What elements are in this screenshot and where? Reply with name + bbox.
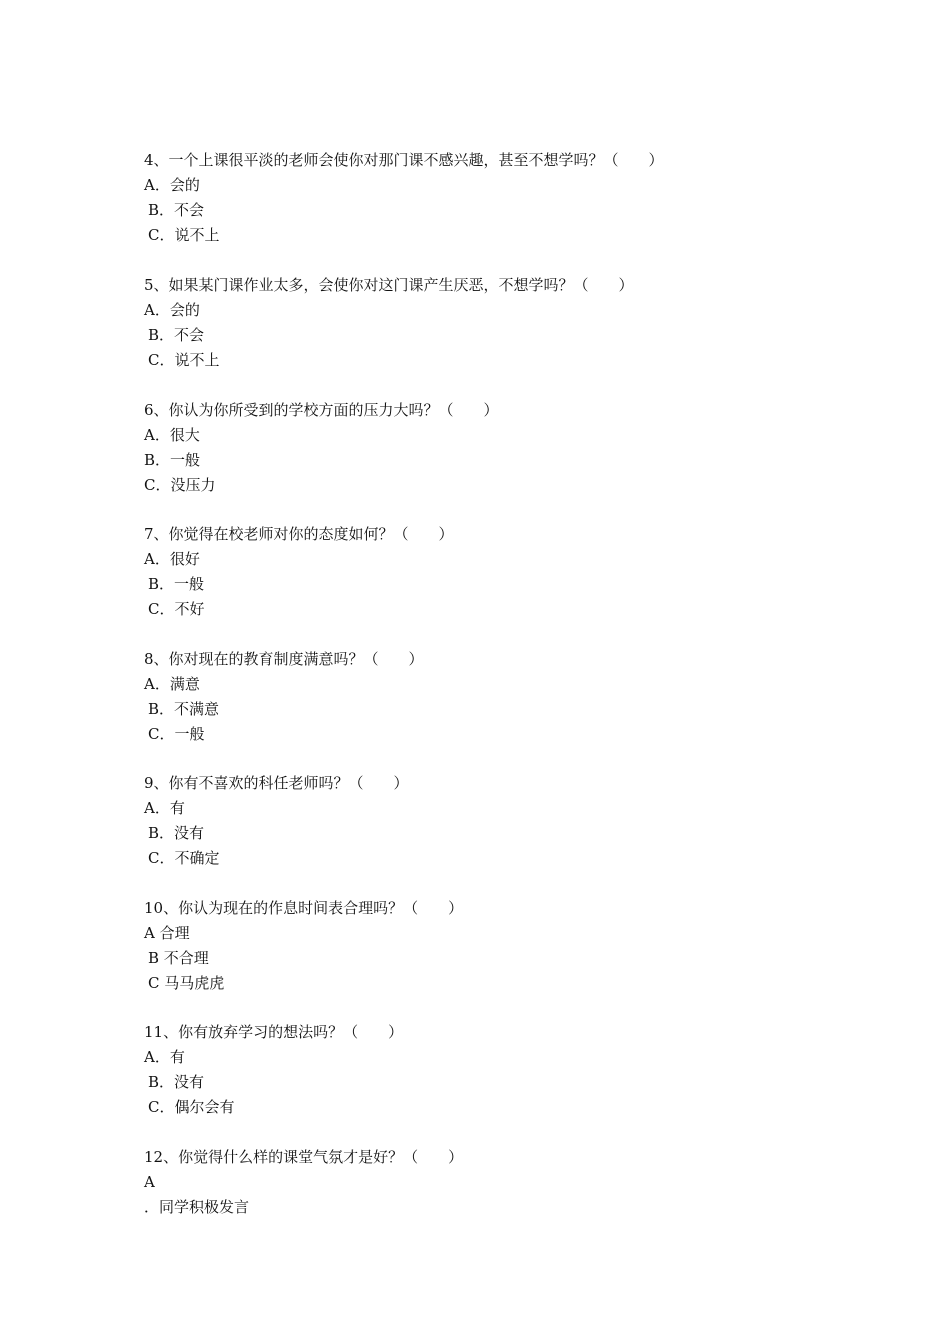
option-b: B．没有 [148,824,205,842]
option-b: B．不会 [148,326,205,344]
option-c: C．说不上 [148,351,220,369]
option-b: B．一般 [148,575,205,593]
question-11 [144,1020,864,1120]
question-text: 10、你认为现在的作息时间表合理吗？（ ） [144,899,464,917]
option-a: A．有 [144,799,185,817]
option-a: A．会的 [144,176,200,194]
question-12 [144,1145,864,1220]
option-c: C 马马虎虎 [148,974,225,992]
option-c: C．没压力 [144,476,216,494]
question-text: 6、你认为你所受到的学校方面的压力大吗？（ ） [144,401,499,419]
option-c: C．一般 [148,725,205,743]
option-a: A 合理 [144,924,190,942]
option-c: C．偶尔会有 [148,1098,235,1116]
option-b: B．不会 [148,201,205,219]
question-8 [144,647,864,747]
question-text: 4、一个上课很平淡的老师会使你对那门课不感兴趣，甚至不想学吗？（ ） [144,151,664,169]
question-9 [144,771,864,871]
option-c: C．不好 [148,600,205,618]
question-10 [144,896,864,996]
option-b: B．没有 [148,1073,205,1091]
question-text: 8、你对现在的教育制度满意吗？（ ） [144,650,424,668]
option-b: B．一般 [144,451,201,469]
option-b: B．不满意 [148,700,220,718]
question-text: 7、你觉得在校老师对你的态度如何？（ ） [144,525,454,543]
question-text: 12、你觉得什么样的课堂气氛才是好？（ ） [144,1148,464,1166]
option-a: A．有 [144,1048,185,1066]
question-6 [144,398,864,498]
option-a-text: ．同学积极发言 [144,1198,250,1216]
option-a: A．满意 [144,675,200,693]
option-a: A．会的 [144,301,200,319]
question-text: 9、你有不喜欢的科任老师吗？（ ） [144,774,409,792]
question-4 [144,148,864,248]
option-a: A．很大 [144,426,200,444]
option-a: A [144,1173,155,1191]
option-a: A．很好 [144,550,200,568]
option-c: C．不确定 [148,849,220,867]
option-c: C．说不上 [148,226,220,244]
question-text: 5、如果某门课作业太多，会使你对这门课产生厌恶，不想学吗？（ ） [144,276,634,294]
question-text: 11、你有放弃学习的想法吗？（ ） [144,1023,404,1041]
question-5 [144,273,864,373]
question-7 [144,522,864,622]
option-b: B 不合理 [148,949,209,967]
